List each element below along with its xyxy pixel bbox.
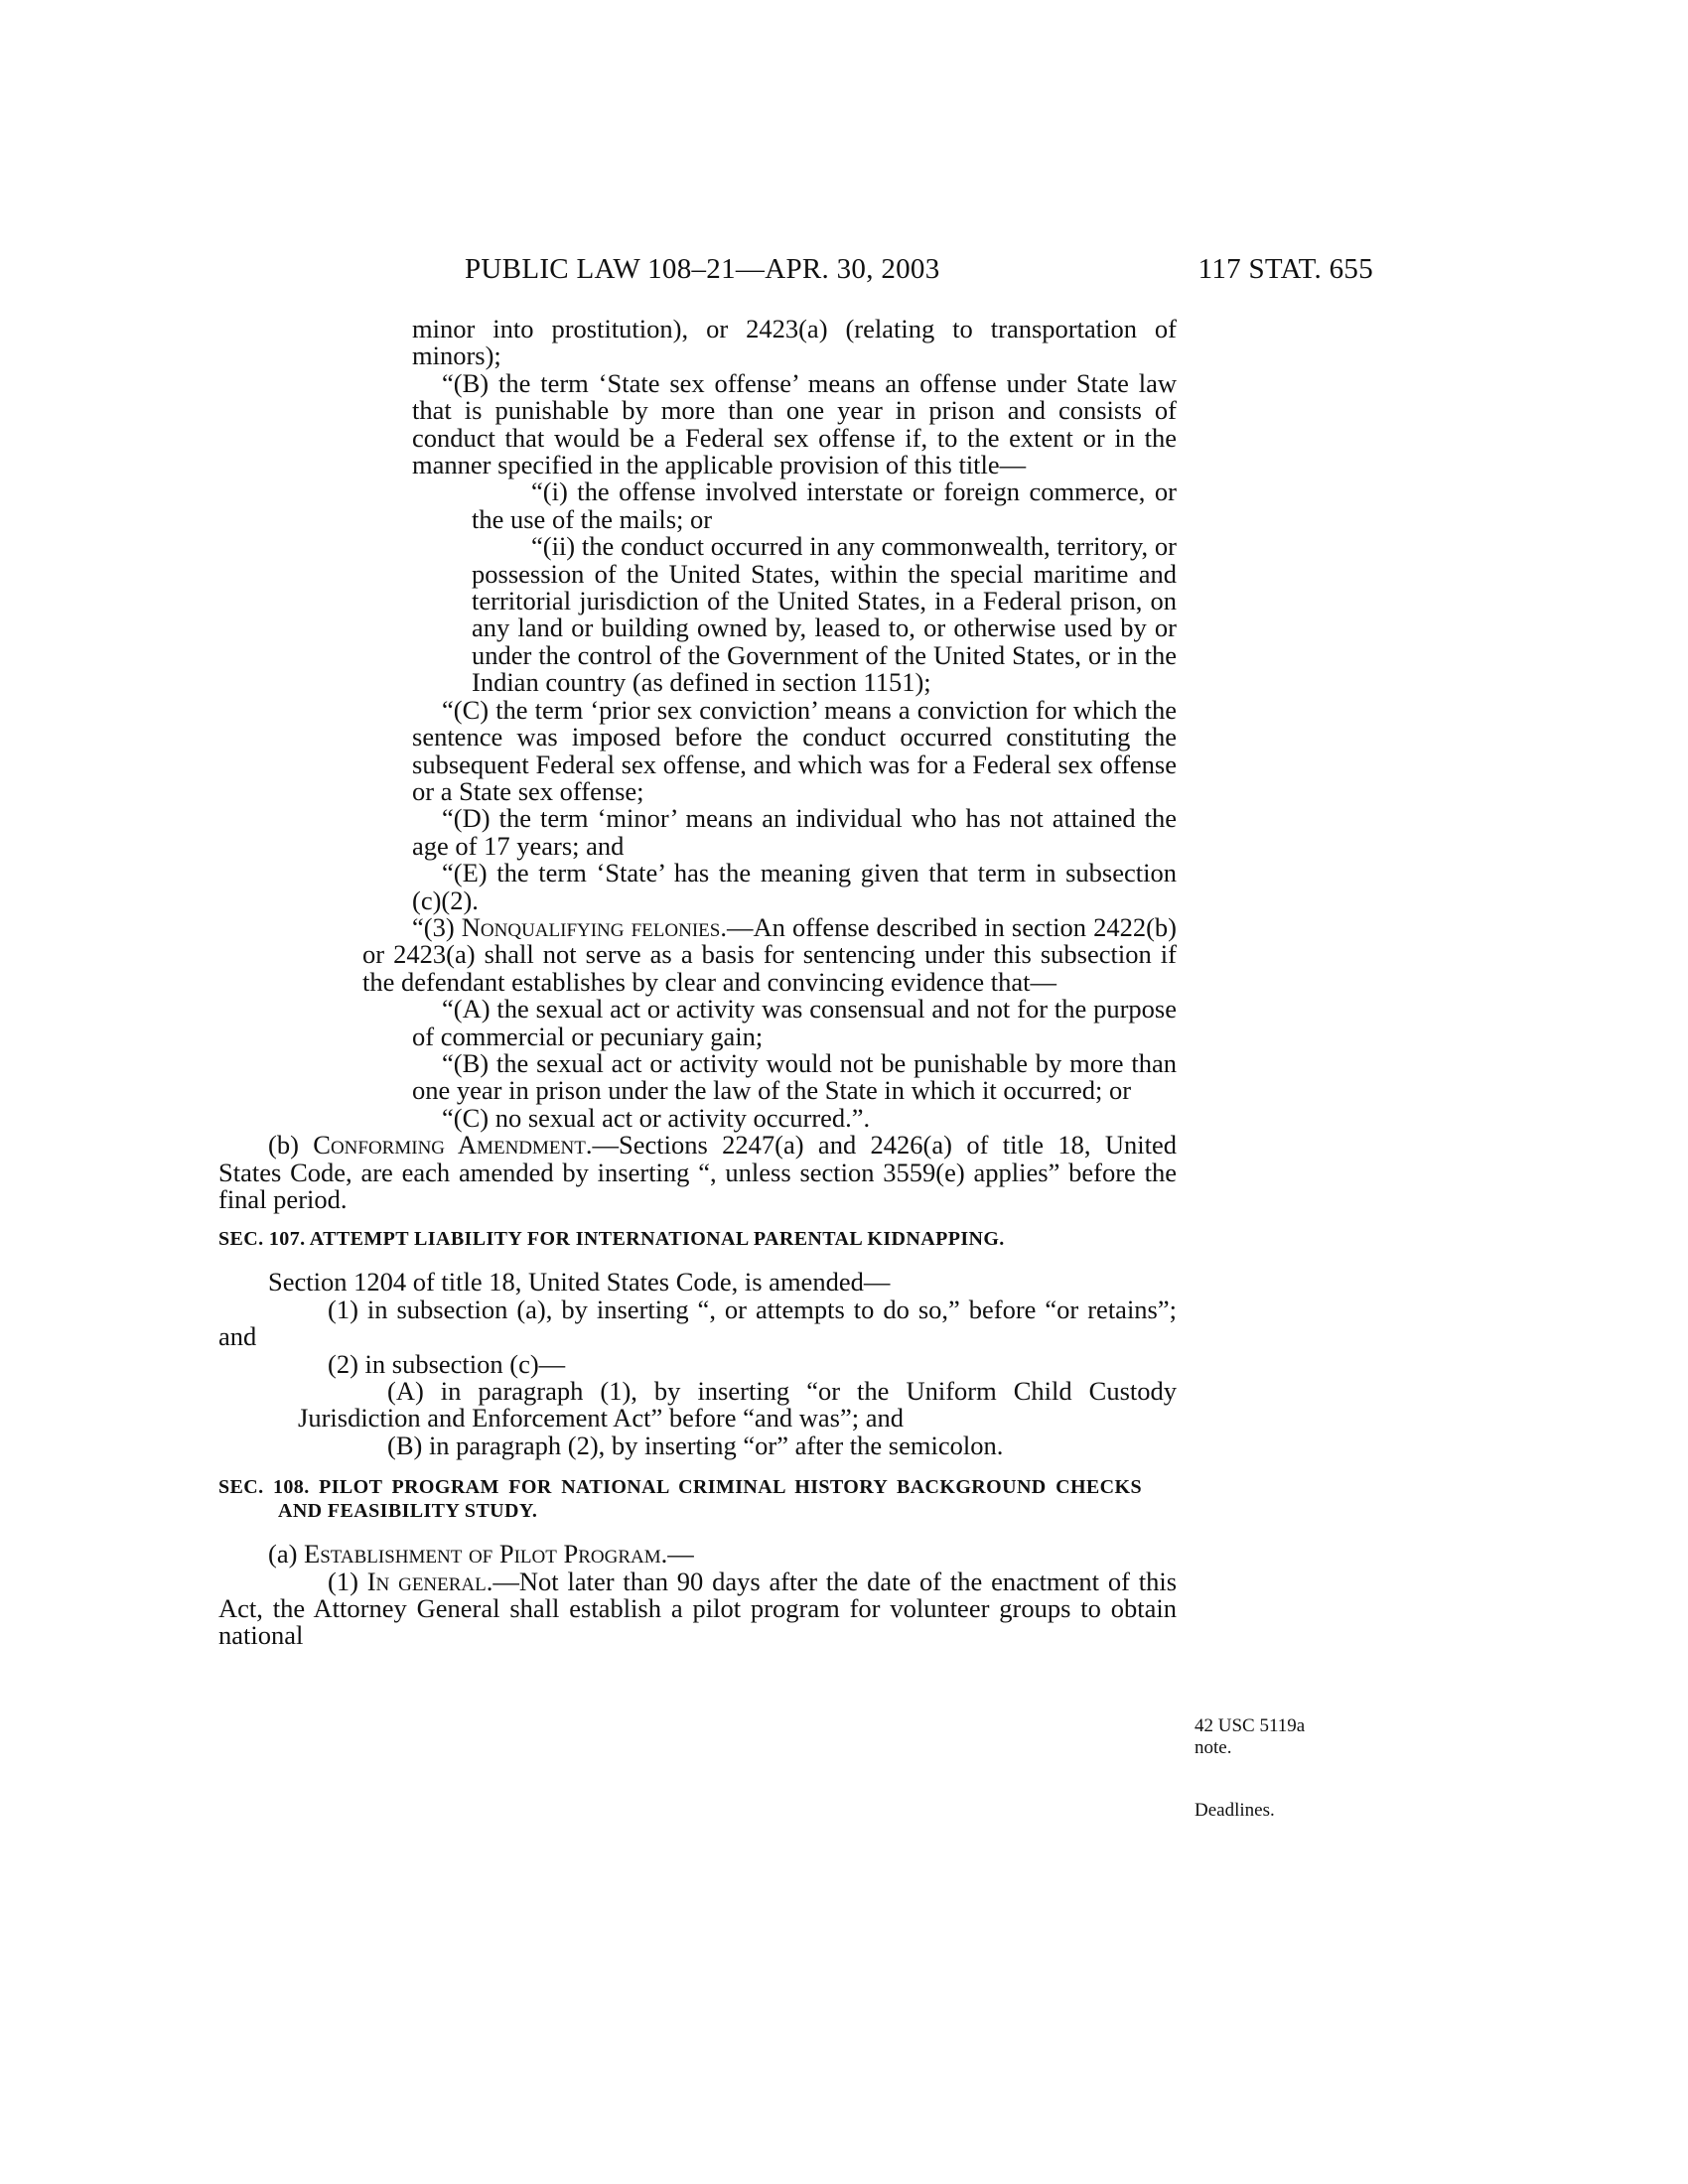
paragraph-clause-i: “(i) the offense involved interstate or foreign commerce, or the use of the mails; or	[472, 477, 1177, 534]
header-public-law: PUBLIC LAW 108–21—APR. 30, 2003	[465, 253, 940, 285]
establishment-heading: Establishment of Pilot Program.	[304, 1539, 668, 1570]
nonqualifying-felonies-heading: Nonqualifying felonies.	[461, 911, 727, 942]
section-107-heading: SEC. 107. ATTEMPT LIABILITY FOR INTERNATIONAL PARENTAL KIDNAPPING.	[218, 1228, 1005, 1251]
paragraph-no-sexual-act: “(C) no sexual act or activity occurred.”.	[442, 1102, 871, 1133]
paragraph-minor-continuation: minor into prostitution), or 2423(a) (relating to transportation of minors);	[412, 314, 1177, 371]
section-107-item-a: (A) in paragraph (1), by inserting “or the Uniform Child Custody Jurisdiction and Enforcement Act” before “and was”; and	[298, 1376, 1177, 1433]
paragraph-not-punishable: “(B) the sexual act or activity would not be punishable by more than one year in prison under the law of the State in which it occurred; or	[412, 1047, 1177, 1106]
section-107-intro: Section 1204 of title 18, United States Code, is amended—	[268, 1267, 891, 1297]
margin-note-deadlines: Deadlines.	[1195, 1800, 1275, 1821]
paragraph-clause-ii: “(ii) the conduct occurred in any commonwealth, territory, or possession of the United States, within the special maritime and territorial jurisdiction of the United States, in a Federal prison, on any land or building owned by, leased to, or otherwise used by or under the control of the Government of the United States, or in the Indian country (as defined in section 1151);	[472, 531, 1177, 698]
paragraph-consensual-act: “(A) the sexual act or activity was consensual and not for the purpose of commercial or pecuniary gain;	[412, 994, 1177, 1051]
section-108-in-general: (1) In general.—Not later than 90 days after the date of the enactment of this Act, the Attorney General shall establish a pilot program for volunteer groups to obtain national	[218, 1566, 1178, 1651]
section-107-item-1: (1) in subsection (a), by inserting “, or attempts to do so,” before “or retains”; and	[218, 1294, 1177, 1352]
paragraph-conforming-amendment: (b) Conforming Amendment.—Sections 2247(a) and 2426(a) of title 18, United States Code, are each amended by inserting “, unless section 3559(e) applies” before the final period.	[218, 1130, 1178, 1214]
paragraph-prior-sex-conviction: “(C) the term ‘prior sex conviction’ means a conviction for which the sentence was imposed before the conduct occurred constituting the subsequent Federal sex offense, and which was for a Federal sex offense or a State sex offense;	[412, 694, 1177, 806]
section-107-item-2: (2) in subsection (c)—	[328, 1348, 566, 1379]
section-108-subsection-a: (a) Establishment of Pilot Program.—	[268, 1539, 694, 1570]
section-107-item-b: (B) in paragraph (2), by inserting “or” after the semicolon.	[387, 1430, 1004, 1460]
page-header	[465, 253, 1373, 293]
margin-note-usc: 42 USC 5119a note.	[1195, 1715, 1306, 1758]
paragraph-state-sex-offense: “(B) the term ‘State sex offense’ means an offense under State law that is punishable by more than one year in prison and consists of conduct that would be a Federal sex offense if, to the extent or in the manner specified in the applicable provision of this title—	[412, 367, 1177, 480]
section-108-heading: SEC. 108. PILOT PROGRAM FOR NATIONAL CRIMINAL HISTORY BACKGROUND CHECKS AND FEASIBILITY STUDY.	[218, 1476, 1142, 1523]
conforming-amendment-heading: Conforming Amendment.	[313, 1130, 593, 1160]
in-general-heading: In general.	[366, 1566, 493, 1596]
paragraph-state-definition: “(E) the term ‘State’ has the meaning given that term in subsection (c)(2).	[412, 858, 1177, 915]
document-body	[218, 314, 1178, 1651]
paragraph-nonqualifying-felonies: “(3) Nonqualifying felonies.—An offense described in section 2422(b) or 2423(a) shall not serve as a basis for sentencing under this subsection if the defendant establishes by clear and convincing evidence that—	[362, 911, 1177, 997]
paragraph-minor-definition: “(D) the term ‘minor’ means an individual who has not attained the age of 17 years; and	[412, 803, 1177, 861]
header-stat-page: 117 STAT. 655	[1197, 253, 1373, 285]
